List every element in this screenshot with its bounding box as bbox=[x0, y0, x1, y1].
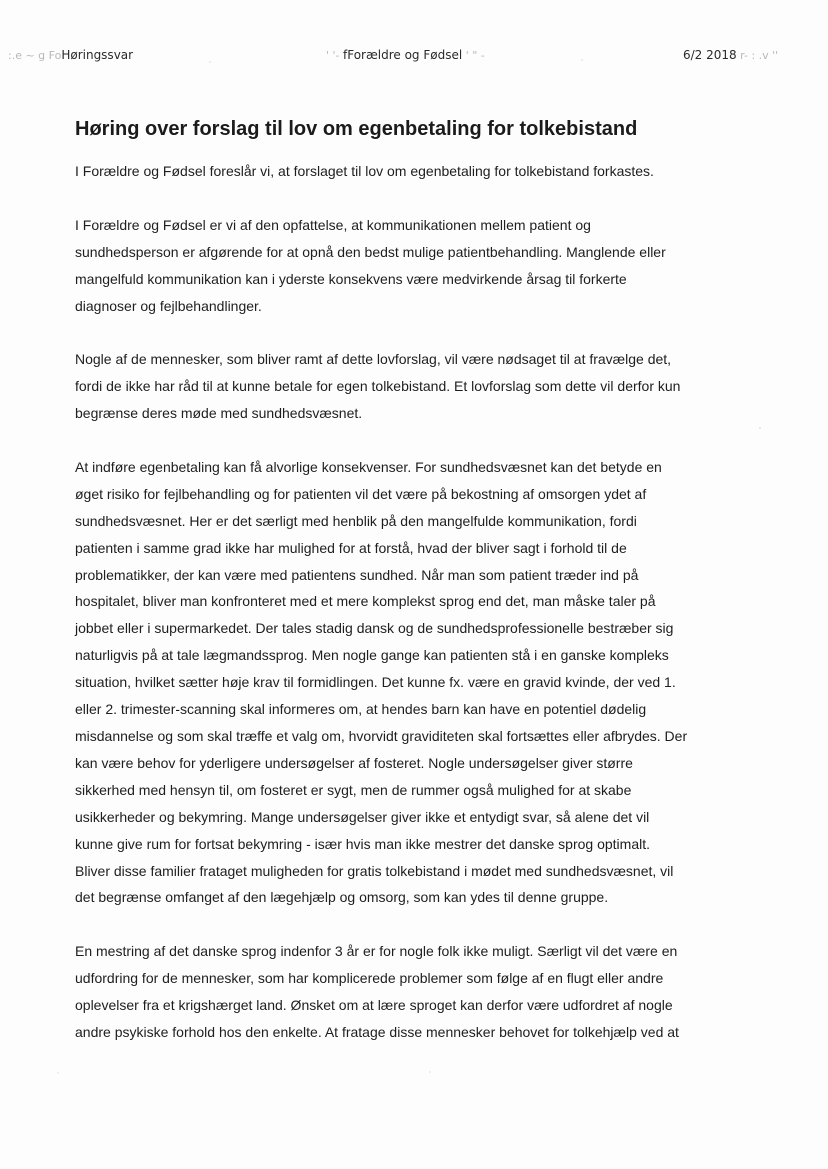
header-right-noise: r- : .v '' bbox=[736, 49, 779, 62]
body-line: begrænse deres møde med sundhedsvæsnet. bbox=[75, 405, 363, 422]
body-line: eller 2. trimester-scanning skal informeres om, at hendes barn kan have en potentiel dødelig bbox=[75, 701, 647, 718]
header-center-tail: ' " - bbox=[462, 49, 485, 62]
body-line: misdannelse og som skal træffe et valg om, hvorvidt graviditeten skal fortsættes eller afbrydes. Der bbox=[75, 727, 688, 744]
document-body bbox=[75, 158, 745, 1073]
body-line: I Forældre og Fødsel foreslår vi, at forslaget til lov om egenbetaling for tolkebistand forkastes. bbox=[75, 163, 654, 179]
body-line: diagnoser og fejlbehandlinger. bbox=[75, 297, 262, 314]
body-line: Nogle af de mennesker, som bliver ramt af dette lovforslag, vil være nødsaget til at fravælge det, bbox=[75, 351, 672, 368]
body-line: kan være behov for yderligere undersøgelser af fosteret. Nogle undersøgelser giver større bbox=[75, 754, 633, 771]
body-line: kunne give rum for fortsat bekymring - især hvis man ikke mestrer det danske sprog optimalt. bbox=[75, 835, 650, 852]
header-right bbox=[683, 48, 778, 62]
body-line: patienten i samme grad ikke har mulighed for at forstå, hvad der bliver sagt i forhold til de bbox=[75, 539, 627, 556]
header-document-type: Høringssvar bbox=[61, 48, 134, 62]
body-line: hospitalet, bliver man konfronteret med et mere komplekst sprog end det, man måske taler på bbox=[75, 593, 656, 610]
body-paragraph bbox=[75, 212, 745, 320]
body-line: usikkerheder og bekymring. Mange undersøgelser giver ikke et entydigt svar, så alene det vil bbox=[75, 808, 650, 825]
body-line: At indføre egenbetaling kan få alvorlige konsekvenser. For sundhedsvæsnet kan det betyde en bbox=[75, 458, 662, 475]
body-line: oplevelser fra et krigshærget land. Ønsket om at lære sproget kan derfor være udfordret af nogle bbox=[75, 997, 673, 1014]
body-line: naturligvis på at tale lægmandssprog. Men nogle gange kan patienten stå i en ganske kompleks bbox=[75, 647, 669, 664]
header-left bbox=[8, 48, 133, 62]
header-center bbox=[326, 48, 485, 62]
body-paragraph bbox=[75, 454, 745, 911]
document-title: Høring over forslag til lov om egenbetaling for tolkebistand bbox=[75, 118, 638, 140]
header-organization: fForældre og Fødsel bbox=[343, 48, 463, 62]
page-header bbox=[0, 48, 828, 68]
body-line: sundhedsvæsnet. Her er det særligt med henblik på den mangelfulde kommunikation, fordi bbox=[75, 512, 637, 529]
body-line: I Forældre og Fødsel er vi af den opfattelse, at kommunikationen mellem patient og bbox=[75, 216, 591, 233]
body-line: mangelfuld kommunikation kan i yderste konsekvens være medvirkende årsag til forkerte bbox=[75, 270, 627, 287]
body-line: sikkerhed med hensyn til, om fosteret er sygt, men de rummer også mulighed for at skabe bbox=[75, 781, 632, 798]
header-center-noise: ' '- bbox=[326, 49, 344, 62]
body-line: sundhedsperson er afgørende for at opnå den bedst mulige patientbehandling. Manglende eller bbox=[75, 243, 666, 260]
body-paragraph bbox=[75, 938, 745, 1046]
body-paragraph bbox=[75, 158, 745, 185]
body-line: En mestring af det danske sprog indenfor 3 år er for nogle folk ikke muligt. Særligt vil det være en bbox=[75, 943, 678, 960]
body-line: Bliver disse familier frataget muligheden for gratis tolkebistand i mødet med sundhedsvæsnet, vil bbox=[75, 862, 674, 879]
header-date: 6/2 2018 bbox=[683, 48, 737, 62]
body-line: udfordring for de mennesker, som har komplicerede problemer som følge af en flugt eller andre bbox=[75, 970, 664, 987]
body-line: det begrænse omfanget af den lægehjælp og omsorg, som kan ydes til denne gruppe. bbox=[75, 889, 609, 906]
body-line: fordi de ikke har råd til at kunne betale for egen tolkebistand. Et lovforslag som dette vil derfor kun bbox=[75, 378, 681, 395]
body-line: øget risiko for fejlbehandling og for patienten vil det være på bekostning af omsorgen ydet af bbox=[75, 485, 647, 502]
body-line: jobbet eller i supermarkedet. Der tales stadig dansk og de sundhedsprofessionelle bestræber sig bbox=[75, 620, 674, 637]
header-left-noise: :.e ~ g Fo bbox=[8, 49, 62, 62]
body-paragraph bbox=[75, 346, 745, 427]
body-line: problematikker, der kan være med patientens sundhed. Når man som patient træder ind på bbox=[75, 566, 639, 583]
body-line: situation, hvilket sætter høje krav til formidlingen. Det kunne fx. være en gravid kvinde, der ved 1. bbox=[75, 674, 676, 691]
body-line: andre psykiske forhold hos den enkelte. At fratage disse mennesker behovet for tolkehjælp ved at bbox=[75, 1023, 679, 1040]
